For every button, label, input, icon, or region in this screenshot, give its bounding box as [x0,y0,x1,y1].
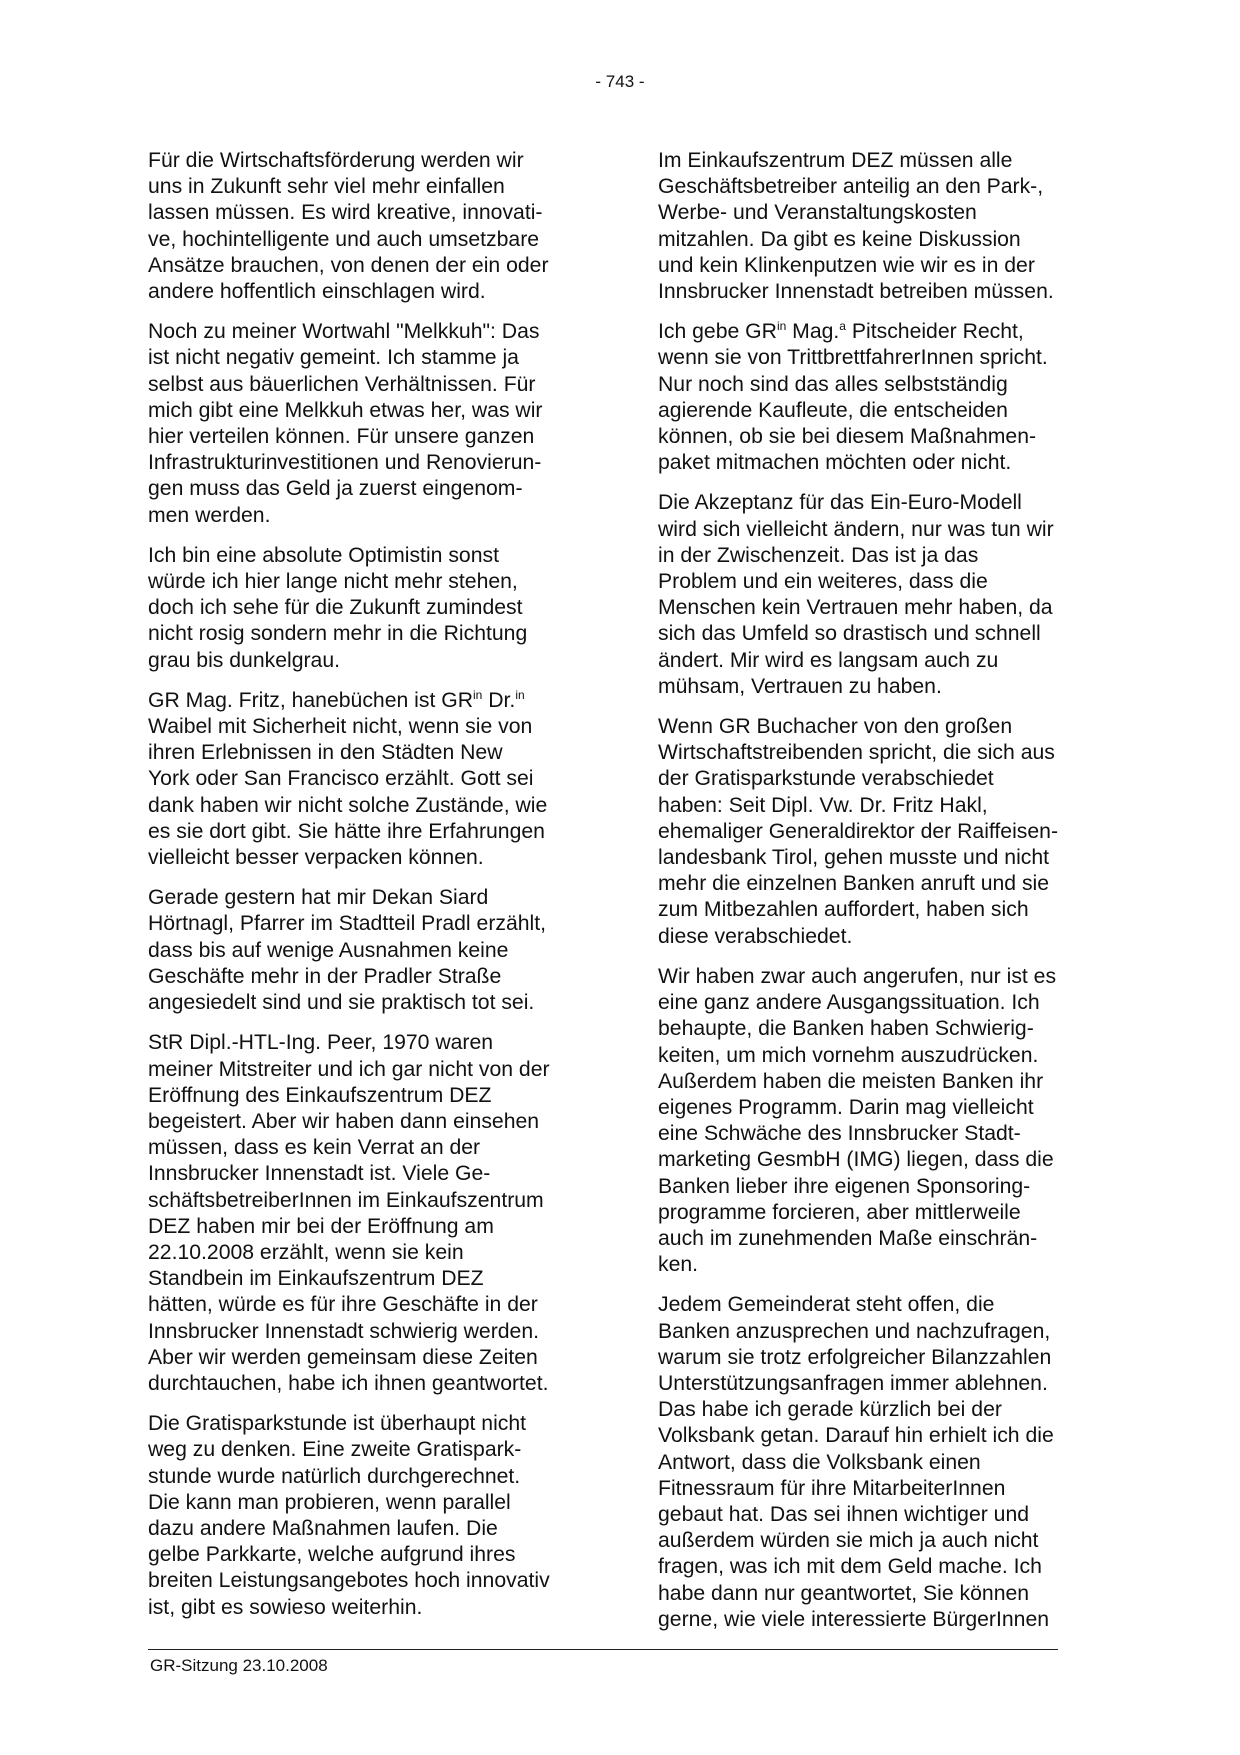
text-run: Mag. [786,320,840,344]
paragraph [148,1030,596,1397]
paragraph-line: sich das Umfeld so drastisch und schnell [658,622,1041,646]
paragraph-line: ist, gibt es sowieso weiterhin. [148,1595,423,1619]
paragraph-line: Geschäftsbetreiber anteilig an den Park-, [658,175,1044,199]
paragraph-line: Die Gratisparkstunde ist überhaupt nicht [148,1412,527,1436]
paragraph-line: ändert. Mir wird es langsam auch zu [658,648,999,672]
paragraph [148,543,596,674]
text-run: Pitscheider Recht, [845,320,1024,344]
paragraph-line: landesbank Tirol, gehen musste und nicht [658,846,1050,870]
paragraph-line: gelbe Parkkarte, welche aufgrund ihres [148,1543,516,1567]
paragraph [658,964,1106,1278]
paragraph-line: Banken lieber ihre eigenen Sponsoring- [658,1174,1031,1198]
paragraph-line: diese verabschiedet. [658,924,853,948]
paragraph [658,714,1106,950]
paragraph-line: grau bis dunkelgrau. [148,648,340,672]
paragraph-line: gebaut hat. Das sei ihnen wichtiger und [658,1502,1030,1526]
paragraph [148,688,596,871]
paragraph-line: paket mitmachen möchten oder nicht. [658,451,1012,475]
paragraph-line: Werbe- und Veranstaltungskosten [658,201,977,225]
paragraph-line: ve, hochintelligente und auch umsetzbare [148,227,540,251]
paragraph-line: der Gratisparkstunde verabschiedet [658,767,994,791]
left-column [148,148,596,1635]
paragraph-line: würde ich hier lange nicht mehr stehen, [148,570,518,594]
paragraph-line: eine Schwäche des Innsbrucker Stadt- [658,1122,1021,1146]
paragraph-line: hätten, würde es für ihre Geschäfte in der [148,1293,538,1317]
paragraph-line: gen muss das Geld ja zuerst eingenom- [148,477,523,501]
paragraph-line: weg zu denken. Eine zweite Gratispark- [148,1438,522,1462]
paragraph-line: Volksbank getan. Darauf hin erhielt ich die [658,1424,1054,1448]
paragraph [658,319,1106,476]
paragraph-line: mitzahlen. Da gibt es keine Diskussion [658,227,1021,251]
text-run: GR Mag. Fritz, hanebüchen ist GR [148,688,474,712]
paragraph-line: wird sich vielleicht ändern, nur was tun wir [658,517,1054,541]
paragraph-line: dazu andere Maßnahmen laufen. Die [148,1516,498,1540]
superscript: in [515,687,525,702]
text-run: Ich gebe GR [658,320,777,344]
paragraph-line: ehemaliger Generaldirektor der Raiffeisen- [658,819,1059,843]
superscript: a [839,319,846,334]
paragraph-line: programme forcieren, aber mittlerweile [658,1200,1021,1224]
paragraph [148,885,596,1016]
paragraph-line: zum Mitbezahlen auffordert, haben sich [658,898,1029,922]
paragraph-line: DEZ haben mir bei der Eröffnung am [148,1214,494,1238]
footer-divider [148,1649,1058,1650]
paragraph-line: angesiedelt sind und sie praktisch tot sei. [148,991,535,1015]
paragraph-line: York oder San Francisco erzählt. Gott sei [148,767,534,791]
paragraph-line: Infrastrukturinvestitionen und Renovierun- [148,451,542,475]
paragraph-line: andere hoffentlich einschlagen wird. [148,280,486,304]
paragraph-line: auch im zunehmenden Maße einschrän- [658,1226,1038,1250]
paragraph-line: Die kann man probieren, wenn parallel [148,1490,511,1514]
paragraph-line: und kein Klinkenputzen wie wir es in der [658,253,1035,277]
paragraph-line: Wir haben zwar auch angerufen, nur ist es [658,964,1057,988]
paragraph-line: marketing GesmbH (IMG) liegen, dass die [658,1148,1054,1172]
paragraph-line: eigenes Programm. Darin mag vielleicht [658,1095,1034,1119]
paragraph-line: eine ganz andere Ausgangssituation. Ich [658,991,1040,1015]
paragraph-line: Eröffnung des Einkaufszentrum DEZ [148,1083,492,1107]
paragraph-line: Gerade gestern hat mir Dekan Siard [148,886,489,910]
paragraph-line: Nur noch sind das alles selbstständig [658,372,1008,396]
paragraph-line: Die Akzeptanz für das Ein-Euro-Modell [658,491,1022,515]
paragraph-line: vielleicht besser verpacken können. [148,846,484,870]
paragraph-line: ist nicht negativ gemeint. Ich stamme ja [148,346,519,370]
paragraph-line: Das habe ich gerade kürzlich bei der [658,1398,1002,1422]
paragraph-line: Fitnessraum für ihre MitarbeiterInnen [658,1476,1006,1500]
paragraph-line: mehr die einzelnen Banken anruft und sie [658,872,1050,896]
paragraph-line: breiten Leistungsangebotes hoch innovativ [148,1569,550,1593]
paragraph-line: keiten, um mich vornehm auszudrücken. [658,1043,1039,1067]
paragraph-line: fragen, was ich mit dem Geld mache. Ich [658,1555,1042,1579]
paragraph-line: selbst aus bäuerlichen Verhältnissen. Für [148,372,536,396]
paragraph-line: behaupte, die Banken haben Schwierig- [658,1017,1034,1041]
paragraph-line: gerne, wie viele interessierte BürgerInnen [658,1607,1050,1631]
paragraph-line: mühsam, Vertrauen zu haben. [658,674,942,698]
paragraph-line: Waibel mit Sicherheit nicht, wenn sie von [148,715,533,739]
paragraph-line: habe dann nur geantwortet, Sie können [658,1581,1030,1605]
paragraph-line: doch ich sehe für die Zukunft zumindest [148,596,523,620]
paragraph-line: dank haben wir nicht solche Zustände, wie [148,793,548,817]
paragraph-line: Geschäfte mehr in der Pradler Straße [148,964,502,988]
paragraph-line: Problem und ein weiteres, dass die [658,570,988,594]
text-run: Dr. [482,688,516,712]
paragraph-line: Innsbrucker Innenstadt schwierig werden. [148,1319,539,1343]
footer-session-date: GR-Sitzung 23.10.2008 [150,1656,328,1675]
paragraph-line: Aber wir werden gemeinsam diese Zeiten [148,1345,538,1369]
paragraph-line: haben: Seit Dipl. Vw. Dr. Fritz Hakl, [658,793,988,817]
paragraph-line: men werden. [148,503,271,527]
paragraph-line: uns in Zukunft sehr viel mehr einfallen [148,175,505,199]
page-number: - 743 - [595,72,645,91]
paragraph-line: Antwort, dass die Volksbank einen [658,1450,981,1474]
paragraph-line: außerdem würden sie mich ja auch nicht [658,1529,1039,1553]
paragraph-line: in der Zwischenzeit. Das ist ja das [658,543,979,567]
superscript: in [776,319,787,334]
paragraph-line: es sie dort gibt. Sie hätte ihre Erfahrungen [148,819,545,843]
paragraph-line [148,688,596,714]
paragraph-line: Innsbrucker Innenstadt betreiben müssen. [658,280,1054,304]
paragraph-line: können, ob sie bei diesem Maßnahmen- [658,425,1037,449]
paragraph-line: Außerdem haben die meisten Banken ihr [658,1069,1044,1093]
paragraph-line: müssen, dass es kein Verrat an der [148,1136,481,1160]
paragraph-line: Wenn GR Buchacher von den großen [658,715,1013,739]
paragraph-line: ihren Erlebnissen in den Städten New [148,741,503,765]
paragraph-line: Banken anzusprechen und nachzufragen, [658,1319,1051,1343]
paragraph-line: Menschen kein Vertrauen mehr haben, da [658,596,1053,620]
paragraph-line: nicht rosig sondern mehr in die Richtung [148,622,528,646]
paragraph-line: Ansätze brauchen, von denen der ein oder [148,253,549,277]
paragraph [658,148,1106,305]
paragraph-line: StR Dipl.-HTL-Ing. Peer, 1970 waren [148,1031,494,1055]
paragraph-line: ken. [658,1253,699,1277]
paragraph-line: Für die Wirtschaftsförderung werden wir [148,149,524,172]
paragraph-line: Unterstützungsanfragen immer ablehnen. [658,1371,1048,1395]
paragraph-line: begeistert. Aber wir haben dann einsehen [148,1109,540,1133]
paragraph-line: Standbein im Einkaufszentrum DEZ [148,1267,484,1291]
superscript: in [473,687,483,702]
paragraph-line: agierende Kaufleute, die entscheiden [658,398,1008,422]
paragraph-line: wenn sie von TrittbrettfahrerInnen spricht. [658,346,1048,370]
paragraph-line: Noch zu meiner Wortwahl "Melkkuh": Das [148,320,540,344]
paragraph-line: mich gibt eine Melkkuh etwas her, was wir [148,398,543,422]
paragraph-line: 22.10.2008 erzählt, wenn sie kein [148,1240,464,1264]
paragraph-line: durchtauchen, habe ich ihnen geantwortet. [148,1371,549,1395]
paragraph-line: Jedem Gemeinderat steht offen, die [658,1293,995,1317]
paragraph-line: Innsbrucker Innenstadt ist. Viele Ge- [148,1162,491,1186]
paragraph-line: Ich bin eine absolute Optimistin sonst [148,543,499,567]
paragraph-line: dass bis auf wenige Ausnahmen keine [148,938,509,962]
paragraph-line: schäftsbetreiberInnen im Einkaufszentrum [148,1188,544,1212]
right-column [658,148,1106,1647]
paragraph-line [658,319,1106,345]
paragraph [148,319,596,529]
paragraph-line: meiner Mitstreiter und ich gar nicht von der [148,1057,550,1081]
paragraph-line: Im Einkaufszentrum DEZ müssen alle [658,149,1013,172]
paragraph-line: Wirtschaftstreibenden spricht, die sich aus [658,741,1055,765]
paragraph-line: warum sie trotz erfolgreicher Bilanzzahlen [658,1345,1052,1369]
paragraph-line: stunde wurde natürlich durchgerechnet. [148,1464,521,1488]
paragraph-line: lassen müssen. Es wird kreative, innovati- [148,201,543,225]
paragraph [148,148,596,305]
paragraph-line: hier verteilen können. Für unsere ganzen [148,425,535,449]
paragraph-line: Hörtnagl, Pfarrer im Stadtteil Pradl erzählt, [148,912,547,936]
paragraph [658,490,1106,700]
paragraph [658,1292,1106,1633]
paragraph [148,1411,596,1621]
